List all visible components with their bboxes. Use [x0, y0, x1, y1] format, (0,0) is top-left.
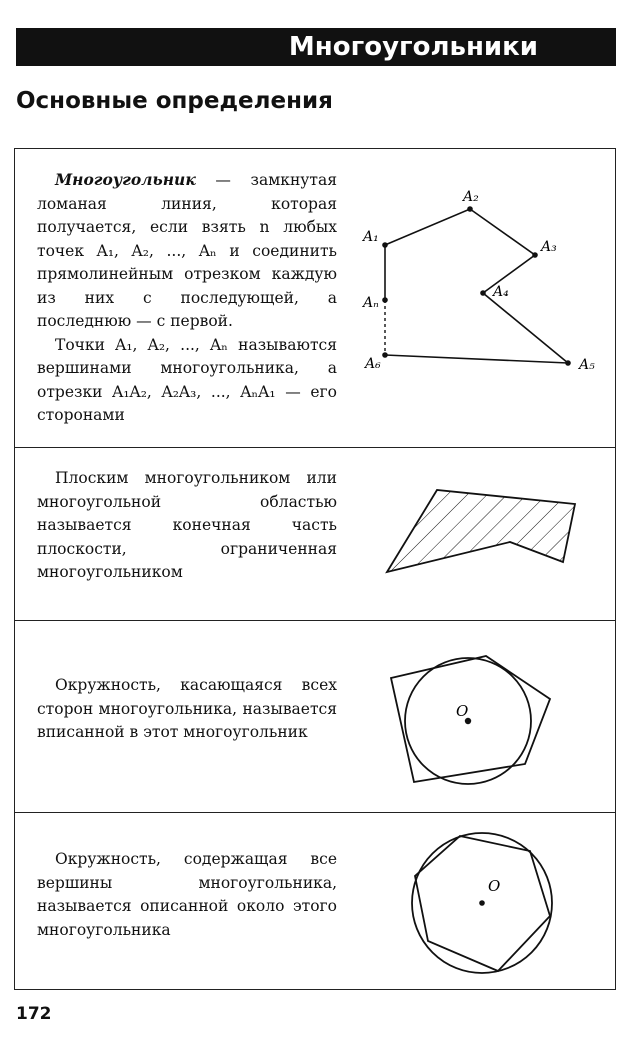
vertex-a6 — [382, 352, 388, 358]
section-title: Основные определения — [16, 88, 333, 114]
label-a5: A₅ — [579, 357, 595, 373]
label-a4: A₄ — [493, 284, 509, 300]
hatched-region — [387, 490, 575, 572]
definition-row-polygon — [15, 149, 615, 448]
vertex-an — [382, 297, 388, 303]
definitions-table — [14, 148, 616, 990]
label-an: Aₙ — [363, 295, 379, 311]
vertex-a3 — [532, 252, 538, 258]
center-label: O — [488, 877, 501, 895]
definition-text: Многоугольник — замкнутая ломаная линия, которая получается, если взять n любых точек A₁, A₂, ..., Aₙ и соединить прямолинейным отрезком каждую из них с последующей, а последнюю — с первой. Точки A₁, A₂, ..., Aₙ называются вершинами многоугольника, а отрезки A₁A₂, A₂A₃, ..., AₙA₁ — его сторонами — [37, 168, 337, 428]
definition-text: Плоским многоугольником или многоугольной областью называется конечная часть плоскости, ограниченная многоугольником — [37, 469, 337, 581]
label-a2: A₂ — [463, 189, 479, 205]
circumscribed-circle-figure — [400, 821, 580, 986]
label-a1: A₁ — [363, 229, 379, 245]
circumscribed-polygon — [391, 656, 550, 782]
chapter-title: Многоугольники — [288, 32, 538, 62]
definition-text-vertices: Точки A₁, A₂, ..., Aₙ называются вершинами многоугольника, а отрезки A₁A₂, A₂A₃, ..., AₙA₁ — его сторонами — [37, 335, 337, 424]
circle-center — [479, 900, 485, 906]
label-a3: A₃ — [541, 239, 557, 255]
definition-row-inscribed-circle — [15, 621, 615, 813]
vertex-a1 — [382, 242, 388, 248]
label-a6: A₆ — [365, 356, 381, 372]
vertex-a4 — [480, 290, 486, 296]
flat-polygon-figure — [365, 458, 605, 608]
definition-row-flat-polygon — [15, 448, 615, 621]
polygon-figure — [355, 179, 615, 379]
page-number: 172 — [16, 1004, 52, 1024]
polygon-sides — [385, 209, 568, 363]
definition-row-circumscribed-circle — [15, 813, 615, 991]
vertex-a2 — [467, 206, 473, 212]
inscribed-circle-figure — [370, 631, 570, 806]
definition-text: Окружность, содержащая все вершины многоугольника, называется описанной около этого многоугольника — [37, 850, 337, 939]
definition-text: Окружность, касающаяся всех сторон многоугольника, называется вписанной в этот многоугольник — [37, 676, 337, 741]
definition-term: Многоугольник — [55, 170, 196, 189]
chapter-title-bar — [16, 28, 616, 66]
center-label: O — [456, 702, 469, 720]
polygon-side-a5-a6 — [385, 355, 568, 363]
vertex-a5 — [565, 360, 571, 366]
